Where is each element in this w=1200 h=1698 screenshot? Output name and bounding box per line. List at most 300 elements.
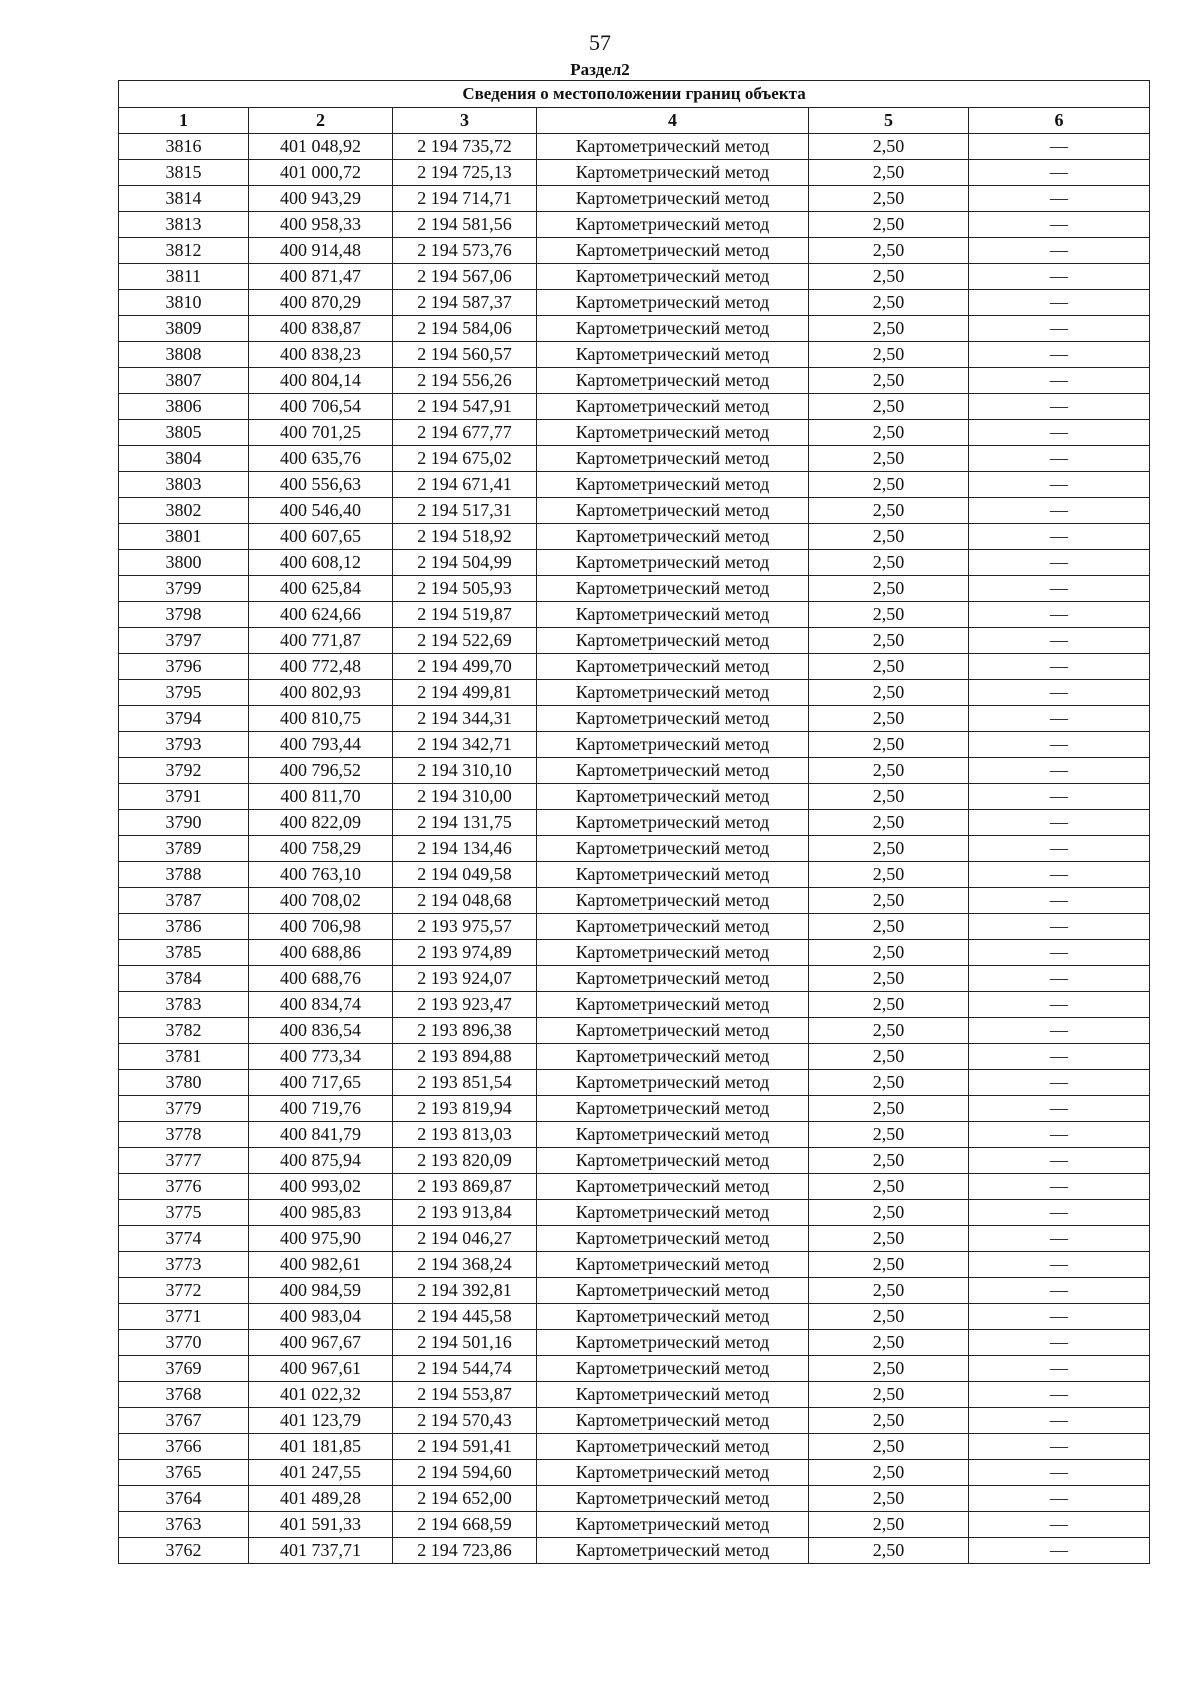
method-cell: Картометрический метод bbox=[537, 394, 809, 420]
y-coordinate-cell: 2 193 913,84 bbox=[393, 1200, 537, 1226]
method-cell: Картометрический метод bbox=[537, 1356, 809, 1382]
note-cell: — bbox=[969, 888, 1150, 914]
y-coordinate-cell: 2 194 501,16 bbox=[393, 1330, 537, 1356]
x-coordinate-cell: 400 771,87 bbox=[249, 628, 393, 654]
x-coordinate-cell: 400 763,10 bbox=[249, 862, 393, 888]
method-cell: Картометрический метод bbox=[537, 264, 809, 290]
note-cell: — bbox=[969, 862, 1150, 888]
table-row bbox=[119, 1174, 1150, 1200]
note-cell: — bbox=[969, 1252, 1150, 1278]
y-coordinate-cell: 2 194 570,43 bbox=[393, 1408, 537, 1434]
accuracy-cell: 2,50 bbox=[809, 342, 969, 368]
method-cell: Картометрический метод bbox=[537, 472, 809, 498]
y-coordinate-cell: 2 193 869,87 bbox=[393, 1174, 537, 1200]
point-number-cell: 3771 bbox=[119, 1304, 249, 1330]
note-cell: — bbox=[969, 342, 1150, 368]
y-coordinate-cell: 2 193 851,54 bbox=[393, 1070, 537, 1096]
method-cell: Картометрический метод bbox=[537, 706, 809, 732]
x-coordinate-cell: 400 841,79 bbox=[249, 1122, 393, 1148]
y-coordinate-cell: 2 194 584,06 bbox=[393, 316, 537, 342]
point-number-cell: 3806 bbox=[119, 394, 249, 420]
point-number-cell: 3798 bbox=[119, 602, 249, 628]
x-coordinate-cell: 401 737,71 bbox=[249, 1538, 393, 1564]
point-number-cell: 3814 bbox=[119, 186, 249, 212]
method-cell: Картометрический метод bbox=[537, 524, 809, 550]
table-row bbox=[119, 1122, 1150, 1148]
point-number-cell: 3807 bbox=[119, 368, 249, 394]
point-number-cell: 3785 bbox=[119, 940, 249, 966]
x-coordinate-cell: 401 247,55 bbox=[249, 1460, 393, 1486]
point-number-cell: 3782 bbox=[119, 1018, 249, 1044]
accuracy-cell: 2,50 bbox=[809, 394, 969, 420]
x-coordinate-cell: 400 958,33 bbox=[249, 212, 393, 238]
accuracy-cell: 2,50 bbox=[809, 940, 969, 966]
table-row bbox=[119, 1044, 1150, 1070]
table-row bbox=[119, 290, 1150, 316]
column-header: 4 bbox=[537, 108, 809, 134]
method-cell: Картометрический метод bbox=[537, 1200, 809, 1226]
point-number-cell: 3772 bbox=[119, 1278, 249, 1304]
x-coordinate-cell: 400 871,47 bbox=[249, 264, 393, 290]
method-cell: Картометрический метод bbox=[537, 1096, 809, 1122]
x-coordinate-cell: 400 556,63 bbox=[249, 472, 393, 498]
note-cell: — bbox=[969, 602, 1150, 628]
y-coordinate-cell: 2 194 671,41 bbox=[393, 472, 537, 498]
y-coordinate-cell: 2 194 392,81 bbox=[393, 1278, 537, 1304]
x-coordinate-cell: 401 123,79 bbox=[249, 1408, 393, 1434]
table-caption: Сведения о местоположении границ объекта bbox=[119, 81, 1150, 108]
method-cell: Картометрический метод bbox=[537, 186, 809, 212]
note-cell: — bbox=[969, 1070, 1150, 1096]
x-coordinate-cell: 400 836,54 bbox=[249, 1018, 393, 1044]
accuracy-cell: 2,50 bbox=[809, 1096, 969, 1122]
accuracy-cell: 2,50 bbox=[809, 290, 969, 316]
x-coordinate-cell: 401 489,28 bbox=[249, 1486, 393, 1512]
accuracy-cell: 2,50 bbox=[809, 732, 969, 758]
point-number-cell: 3787 bbox=[119, 888, 249, 914]
note-cell: — bbox=[969, 836, 1150, 862]
x-coordinate-cell: 400 793,44 bbox=[249, 732, 393, 758]
table-row bbox=[119, 1148, 1150, 1174]
y-coordinate-cell: 2 194 518,92 bbox=[393, 524, 537, 550]
note-cell: — bbox=[969, 1174, 1150, 1200]
point-number-cell: 3802 bbox=[119, 498, 249, 524]
table-row bbox=[119, 706, 1150, 732]
method-cell: Картометрический метод bbox=[537, 1486, 809, 1512]
method-cell: Картометрический метод bbox=[537, 1278, 809, 1304]
table-row bbox=[119, 1382, 1150, 1408]
coordinates-table bbox=[118, 80, 1150, 1564]
x-coordinate-cell: 400 834,74 bbox=[249, 992, 393, 1018]
table-row bbox=[119, 394, 1150, 420]
accuracy-cell: 2,50 bbox=[809, 1538, 969, 1564]
x-coordinate-cell: 400 914,48 bbox=[249, 238, 393, 264]
table-row bbox=[119, 1434, 1150, 1460]
note-cell: — bbox=[969, 1486, 1150, 1512]
accuracy-cell: 2,50 bbox=[809, 420, 969, 446]
point-number-cell: 3792 bbox=[119, 758, 249, 784]
table-row bbox=[119, 758, 1150, 784]
note-cell: — bbox=[969, 706, 1150, 732]
table-row bbox=[119, 654, 1150, 680]
y-coordinate-cell: 2 194 560,57 bbox=[393, 342, 537, 368]
note-cell: — bbox=[969, 1382, 1150, 1408]
column-header: 1 bbox=[119, 108, 249, 134]
y-coordinate-cell: 2 193 923,47 bbox=[393, 992, 537, 1018]
method-cell: Картометрический метод bbox=[537, 290, 809, 316]
method-cell: Картометрический метод bbox=[537, 134, 809, 160]
note-cell: — bbox=[969, 940, 1150, 966]
point-number-cell: 3780 bbox=[119, 1070, 249, 1096]
note-cell: — bbox=[969, 992, 1150, 1018]
column-header: 5 bbox=[809, 108, 969, 134]
y-coordinate-cell: 2 194 677,77 bbox=[393, 420, 537, 446]
x-coordinate-cell: 400 688,76 bbox=[249, 966, 393, 992]
x-coordinate-cell: 400 967,61 bbox=[249, 1356, 393, 1382]
table-row bbox=[119, 602, 1150, 628]
column-header: 2 bbox=[249, 108, 393, 134]
y-coordinate-cell: 2 194 668,59 bbox=[393, 1512, 537, 1538]
x-coordinate-cell: 400 688,86 bbox=[249, 940, 393, 966]
accuracy-cell: 2,50 bbox=[809, 862, 969, 888]
y-coordinate-cell: 2 194 517,31 bbox=[393, 498, 537, 524]
point-number-cell: 3803 bbox=[119, 472, 249, 498]
point-number-cell: 3776 bbox=[119, 1174, 249, 1200]
point-number-cell: 3773 bbox=[119, 1252, 249, 1278]
point-number-cell: 3808 bbox=[119, 342, 249, 368]
x-coordinate-cell: 400 706,54 bbox=[249, 394, 393, 420]
table-row bbox=[119, 914, 1150, 940]
x-coordinate-cell: 400 802,93 bbox=[249, 680, 393, 706]
note-cell: — bbox=[969, 628, 1150, 654]
y-coordinate-cell: 2 194 675,02 bbox=[393, 446, 537, 472]
table-row bbox=[119, 472, 1150, 498]
x-coordinate-cell: 400 993,02 bbox=[249, 1174, 393, 1200]
accuracy-cell: 2,50 bbox=[809, 1200, 969, 1226]
method-cell: Картометрический метод bbox=[537, 550, 809, 576]
note-cell: — bbox=[969, 290, 1150, 316]
method-cell: Картометрический метод bbox=[537, 940, 809, 966]
table-row bbox=[119, 1408, 1150, 1434]
note-cell: — bbox=[969, 420, 1150, 446]
method-cell: Картометрический метод bbox=[537, 680, 809, 706]
point-number-cell: 3784 bbox=[119, 966, 249, 992]
y-coordinate-cell: 2 194 714,71 bbox=[393, 186, 537, 212]
point-number-cell: 3810 bbox=[119, 290, 249, 316]
x-coordinate-cell: 400 838,23 bbox=[249, 342, 393, 368]
y-coordinate-cell: 2 194 342,71 bbox=[393, 732, 537, 758]
accuracy-cell: 2,50 bbox=[809, 186, 969, 212]
note-cell: — bbox=[969, 1304, 1150, 1330]
y-coordinate-cell: 2 194 046,27 bbox=[393, 1226, 537, 1252]
table-row bbox=[119, 732, 1150, 758]
y-coordinate-cell: 2 193 974,89 bbox=[393, 940, 537, 966]
table-row bbox=[119, 186, 1150, 212]
method-cell: Картометрический метод bbox=[537, 1044, 809, 1070]
note-cell: — bbox=[969, 966, 1150, 992]
accuracy-cell: 2,50 bbox=[809, 498, 969, 524]
y-coordinate-cell: 2 194 344,31 bbox=[393, 706, 537, 732]
method-cell: Картометрический метод bbox=[537, 1382, 809, 1408]
x-coordinate-cell: 400 875,94 bbox=[249, 1148, 393, 1174]
method-cell: Картометрический метод bbox=[537, 1122, 809, 1148]
table-row bbox=[119, 1252, 1150, 1278]
method-cell: Картометрический метод bbox=[537, 368, 809, 394]
x-coordinate-cell: 400 717,65 bbox=[249, 1070, 393, 1096]
method-cell: Картометрический метод bbox=[537, 732, 809, 758]
x-coordinate-cell: 400 943,29 bbox=[249, 186, 393, 212]
accuracy-cell: 2,50 bbox=[809, 1174, 969, 1200]
y-coordinate-cell: 2 194 725,13 bbox=[393, 160, 537, 186]
y-coordinate-cell: 2 193 820,09 bbox=[393, 1148, 537, 1174]
method-cell: Картометрический метод bbox=[537, 1148, 809, 1174]
point-number-cell: 3777 bbox=[119, 1148, 249, 1174]
method-cell: Картометрический метод bbox=[537, 576, 809, 602]
accuracy-cell: 2,50 bbox=[809, 628, 969, 654]
point-number-cell: 3812 bbox=[119, 238, 249, 264]
y-coordinate-cell: 2 194 522,69 bbox=[393, 628, 537, 654]
accuracy-cell: 2,50 bbox=[809, 1408, 969, 1434]
x-coordinate-cell: 401 181,85 bbox=[249, 1434, 393, 1460]
accuracy-cell: 2,50 bbox=[809, 888, 969, 914]
accuracy-cell: 2,50 bbox=[809, 654, 969, 680]
point-number-cell: 3779 bbox=[119, 1096, 249, 1122]
method-cell: Картометрический метод bbox=[537, 836, 809, 862]
note-cell: — bbox=[969, 186, 1150, 212]
method-cell: Картометрический метод bbox=[537, 810, 809, 836]
column-header: 3 bbox=[393, 108, 537, 134]
method-cell: Картометрический метод bbox=[537, 888, 809, 914]
accuracy-cell: 2,50 bbox=[809, 1070, 969, 1096]
note-cell: — bbox=[969, 758, 1150, 784]
table-row bbox=[119, 264, 1150, 290]
y-coordinate-cell: 2 194 368,24 bbox=[393, 1252, 537, 1278]
note-cell: — bbox=[969, 1096, 1150, 1122]
x-coordinate-cell: 400 984,59 bbox=[249, 1278, 393, 1304]
x-coordinate-cell: 400 625,84 bbox=[249, 576, 393, 602]
note-cell: — bbox=[969, 394, 1150, 420]
note-cell: — bbox=[969, 784, 1150, 810]
y-coordinate-cell: 2 194 048,68 bbox=[393, 888, 537, 914]
table-row bbox=[119, 1460, 1150, 1486]
method-cell: Картометрический метод bbox=[537, 1460, 809, 1486]
note-cell: — bbox=[969, 732, 1150, 758]
table-row bbox=[119, 1356, 1150, 1382]
y-coordinate-cell: 2 194 594,60 bbox=[393, 1460, 537, 1486]
accuracy-cell: 2,50 bbox=[809, 1512, 969, 1538]
point-number-cell: 3790 bbox=[119, 810, 249, 836]
note-cell: — bbox=[969, 472, 1150, 498]
column-header: 6 bbox=[969, 108, 1150, 134]
y-coordinate-cell: 2 194 499,70 bbox=[393, 654, 537, 680]
method-cell: Картометрический метод bbox=[537, 316, 809, 342]
x-coordinate-cell: 400 796,52 bbox=[249, 758, 393, 784]
point-number-cell: 3791 bbox=[119, 784, 249, 810]
note-cell: — bbox=[969, 1226, 1150, 1252]
table-row bbox=[119, 1304, 1150, 1330]
table-row bbox=[119, 862, 1150, 888]
page-number: 57 bbox=[589, 30, 611, 55]
method-cell: Картометрический метод bbox=[537, 1408, 809, 1434]
x-coordinate-cell: 400 758,29 bbox=[249, 836, 393, 862]
x-coordinate-cell: 400 983,04 bbox=[249, 1304, 393, 1330]
note-cell: — bbox=[969, 1538, 1150, 1564]
note-cell: — bbox=[969, 1044, 1150, 1070]
y-coordinate-cell: 2 194 567,06 bbox=[393, 264, 537, 290]
note-cell: — bbox=[969, 1122, 1150, 1148]
accuracy-cell: 2,50 bbox=[809, 914, 969, 940]
accuracy-cell: 2,50 bbox=[809, 1486, 969, 1512]
x-coordinate-cell: 400 635,76 bbox=[249, 446, 393, 472]
note-cell: — bbox=[969, 1018, 1150, 1044]
note-cell: — bbox=[969, 316, 1150, 342]
table-row bbox=[119, 784, 1150, 810]
accuracy-cell: 2,50 bbox=[809, 992, 969, 1018]
method-cell: Картометрический метод bbox=[537, 758, 809, 784]
table-row bbox=[119, 1226, 1150, 1252]
table-row bbox=[119, 524, 1150, 550]
note-cell: — bbox=[969, 654, 1150, 680]
method-cell: Картометрический метод bbox=[537, 446, 809, 472]
point-number-cell: 3800 bbox=[119, 550, 249, 576]
note-cell: — bbox=[969, 1408, 1150, 1434]
method-cell: Картометрический метод bbox=[537, 1226, 809, 1252]
method-cell: Картометрический метод bbox=[537, 212, 809, 238]
note-cell: — bbox=[969, 1278, 1150, 1304]
accuracy-cell: 2,50 bbox=[809, 576, 969, 602]
x-coordinate-cell: 400 967,67 bbox=[249, 1330, 393, 1356]
x-coordinate-cell: 400 546,40 bbox=[249, 498, 393, 524]
table-row bbox=[119, 992, 1150, 1018]
note-cell: — bbox=[969, 368, 1150, 394]
point-number-cell: 3811 bbox=[119, 264, 249, 290]
table-row bbox=[119, 1096, 1150, 1122]
accuracy-cell: 2,50 bbox=[809, 550, 969, 576]
point-number-cell: 3815 bbox=[119, 160, 249, 186]
method-cell: Картометрический метод bbox=[537, 160, 809, 186]
x-coordinate-cell: 400 708,02 bbox=[249, 888, 393, 914]
point-number-cell: 3816 bbox=[119, 134, 249, 160]
accuracy-cell: 2,50 bbox=[809, 1278, 969, 1304]
method-cell: Картометрический метод bbox=[537, 420, 809, 446]
point-number-cell: 3763 bbox=[119, 1512, 249, 1538]
point-number-cell: 3795 bbox=[119, 680, 249, 706]
method-cell: Картометрический метод bbox=[537, 602, 809, 628]
y-coordinate-cell: 2 194 591,41 bbox=[393, 1434, 537, 1460]
table-row bbox=[119, 1200, 1150, 1226]
note-cell: — bbox=[969, 212, 1150, 238]
x-coordinate-cell: 401 591,33 bbox=[249, 1512, 393, 1538]
table-row bbox=[119, 1018, 1150, 1044]
accuracy-cell: 2,50 bbox=[809, 316, 969, 342]
accuracy-cell: 2,50 bbox=[809, 1044, 969, 1070]
note-cell: — bbox=[969, 446, 1150, 472]
note-cell: — bbox=[969, 160, 1150, 186]
accuracy-cell: 2,50 bbox=[809, 1304, 969, 1330]
y-coordinate-cell: 2 194 505,93 bbox=[393, 576, 537, 602]
table-row bbox=[119, 420, 1150, 446]
method-cell: Картометрический метод bbox=[537, 238, 809, 264]
accuracy-cell: 2,50 bbox=[809, 446, 969, 472]
y-coordinate-cell: 2 193 813,03 bbox=[393, 1122, 537, 1148]
table-row bbox=[119, 134, 1150, 160]
y-coordinate-cell: 2 194 723,86 bbox=[393, 1538, 537, 1564]
x-coordinate-cell: 400 607,65 bbox=[249, 524, 393, 550]
x-coordinate-cell: 400 822,09 bbox=[249, 810, 393, 836]
y-coordinate-cell: 2 194 519,87 bbox=[393, 602, 537, 628]
point-number-cell: 3766 bbox=[119, 1434, 249, 1460]
point-number-cell: 3762 bbox=[119, 1538, 249, 1564]
y-coordinate-cell: 2 194 553,87 bbox=[393, 1382, 537, 1408]
method-cell: Картометрический метод bbox=[537, 1174, 809, 1200]
x-coordinate-cell: 401 022,32 bbox=[249, 1382, 393, 1408]
point-number-cell: 3797 bbox=[119, 628, 249, 654]
point-number-cell: 3765 bbox=[119, 1460, 249, 1486]
x-coordinate-cell: 400 608,12 bbox=[249, 550, 393, 576]
method-cell: Картометрический метод bbox=[537, 1070, 809, 1096]
y-coordinate-cell: 2 194 310,10 bbox=[393, 758, 537, 784]
table-row bbox=[119, 888, 1150, 914]
x-coordinate-cell: 400 701,25 bbox=[249, 420, 393, 446]
y-coordinate-cell: 2 193 975,57 bbox=[393, 914, 537, 940]
table-body bbox=[119, 134, 1150, 1564]
y-coordinate-cell: 2 194 581,56 bbox=[393, 212, 537, 238]
y-coordinate-cell: 2 193 894,88 bbox=[393, 1044, 537, 1070]
table-row bbox=[119, 446, 1150, 472]
y-coordinate-cell: 2 194 310,00 bbox=[393, 784, 537, 810]
accuracy-cell: 2,50 bbox=[809, 1122, 969, 1148]
x-coordinate-cell: 400 838,87 bbox=[249, 316, 393, 342]
accuracy-cell: 2,50 bbox=[809, 1226, 969, 1252]
note-cell: — bbox=[969, 680, 1150, 706]
point-number-cell: 3768 bbox=[119, 1382, 249, 1408]
accuracy-cell: 2,50 bbox=[809, 1330, 969, 1356]
x-coordinate-cell: 401 048,92 bbox=[249, 134, 393, 160]
accuracy-cell: 2,50 bbox=[809, 1148, 969, 1174]
x-coordinate-cell: 400 985,83 bbox=[249, 1200, 393, 1226]
point-number-cell: 3801 bbox=[119, 524, 249, 550]
table-row bbox=[119, 836, 1150, 862]
table-row bbox=[119, 680, 1150, 706]
method-cell: Картометрический метод bbox=[537, 1330, 809, 1356]
point-number-cell: 3770 bbox=[119, 1330, 249, 1356]
note-cell: — bbox=[969, 576, 1150, 602]
x-coordinate-cell: 400 719,76 bbox=[249, 1096, 393, 1122]
method-cell: Картометрический метод bbox=[537, 1512, 809, 1538]
method-cell: Картометрический метод bbox=[537, 1018, 809, 1044]
note-cell: — bbox=[969, 1434, 1150, 1460]
method-cell: Картометрический метод bbox=[537, 966, 809, 992]
point-number-cell: 3794 bbox=[119, 706, 249, 732]
x-coordinate-cell: 400 811,70 bbox=[249, 784, 393, 810]
accuracy-cell: 2,50 bbox=[809, 784, 969, 810]
x-coordinate-cell: 400 624,66 bbox=[249, 602, 393, 628]
note-cell: — bbox=[969, 524, 1150, 550]
table-row bbox=[119, 1330, 1150, 1356]
column-header-row bbox=[119, 108, 1150, 134]
x-coordinate-cell: 400 870,29 bbox=[249, 290, 393, 316]
accuracy-cell: 2,50 bbox=[809, 602, 969, 628]
method-cell: Картометрический метод bbox=[537, 342, 809, 368]
method-cell: Картометрический метод bbox=[537, 914, 809, 940]
y-coordinate-cell: 2 194 544,74 bbox=[393, 1356, 537, 1382]
point-number-cell: 3786 bbox=[119, 914, 249, 940]
table-row bbox=[119, 966, 1150, 992]
accuracy-cell: 2,50 bbox=[809, 758, 969, 784]
method-cell: Картометрический метод bbox=[537, 654, 809, 680]
y-coordinate-cell: 2 193 924,07 bbox=[393, 966, 537, 992]
y-coordinate-cell: 2 194 445,58 bbox=[393, 1304, 537, 1330]
